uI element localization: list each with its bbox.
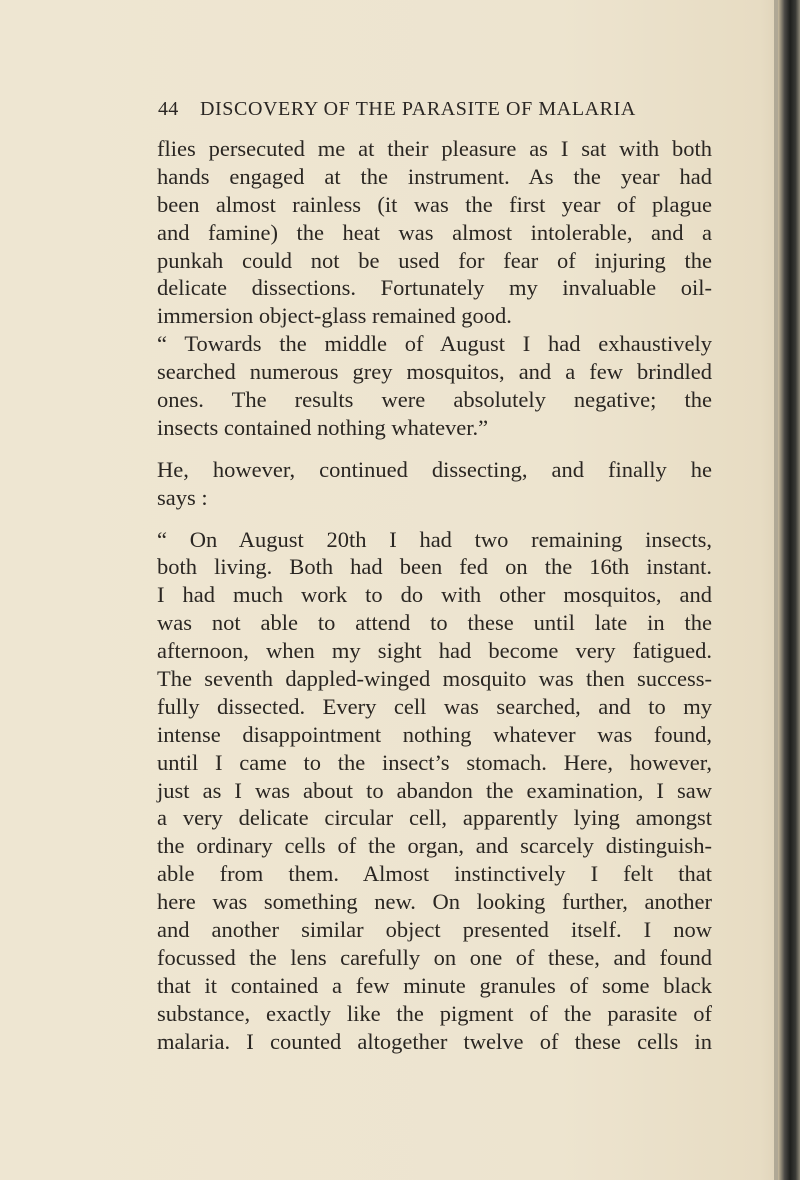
text-line: “ Towards the middle of August I had exhaustively (157, 331, 712, 357)
text-line: both living. Both had been fed on the 16th instant. (157, 554, 712, 580)
paragraph-1 (157, 135, 712, 330)
paragraph-3 (157, 456, 712, 512)
text-line: that it contained a few minute granules of some black (157, 972, 712, 998)
text-line: just as I was about to abandon the examination, I saw (157, 777, 712, 803)
text-line: was not able to attend to these until late in the (157, 610, 712, 636)
text-line: the ordinary cells of the organ, and scarcely distinguish- (157, 833, 712, 859)
text-line: and another similar object presented itself. I now (157, 917, 712, 943)
text-line: malaria. I counted altogether twelve of these cells in (157, 1028, 712, 1054)
text-line: hands engaged at the instrument. As the year had (157, 163, 712, 189)
text-line: ones. The results were absolutely negative; the (157, 387, 712, 413)
text-line: able from them. Almost instinctively I felt that (157, 861, 712, 887)
paragraph-2 (157, 330, 712, 442)
paragraph-gap (157, 512, 712, 526)
text-line: insects contained nothing whatever.” (157, 414, 489, 440)
text-line: immersion object-glass remained good. (157, 303, 512, 329)
text-line: until I came to the insect’s stomach. Here, however, (157, 749, 712, 775)
text-line: delicate dissections. Fortunately my invaluable oil- (157, 275, 712, 301)
page-header (158, 98, 698, 124)
text-line: fully dissected. Every cell was searched, and to my (157, 693, 712, 719)
text-line: a very delicate circular cell, apparently lying amongst (157, 805, 712, 831)
text-line: been almost rainless (it was the first year of plague (157, 191, 712, 217)
text-line: afternoon, when my sight had become very fatigued. (157, 638, 712, 664)
paragraph-gap (157, 442, 712, 456)
page-number: 44 (158, 98, 179, 120)
text-line: focussed the lens carefully on one of these, and found (157, 944, 712, 970)
paragraph-4 (157, 526, 712, 1056)
text-line: substance, exactly like the pigment of the parasite of (157, 1000, 712, 1026)
text-line: and famine) the heat was almost intolerable, and a (157, 219, 712, 245)
body-text (157, 135, 712, 1056)
text-line: here was something new. On looking further, another (157, 889, 712, 915)
text-line: I had much work to do with other mosquitos, and (157, 582, 712, 608)
text-line: “ On August 20th I had two remaining insects, (157, 526, 712, 552)
text-line: The seventh dappled-winged mosquito was then success- (157, 666, 712, 692)
book-binding-edge (778, 0, 800, 1180)
text-line: punkah could not be used for fear of injuring the (157, 247, 712, 273)
text-line: intense disappointment nothing whatever was found, (157, 721, 712, 747)
text-line: flies persecuted me at their pleasure as I sat with both (157, 136, 712, 161)
running-title: DISCOVERY OF THE PARASITE OF MALARIA (200, 98, 636, 120)
text-line: searched numerous grey mosquitos, and a few brindled (157, 359, 712, 385)
text-line: He, however, continued dissecting, and finally he (157, 456, 712, 482)
text-line: says : (157, 484, 208, 510)
